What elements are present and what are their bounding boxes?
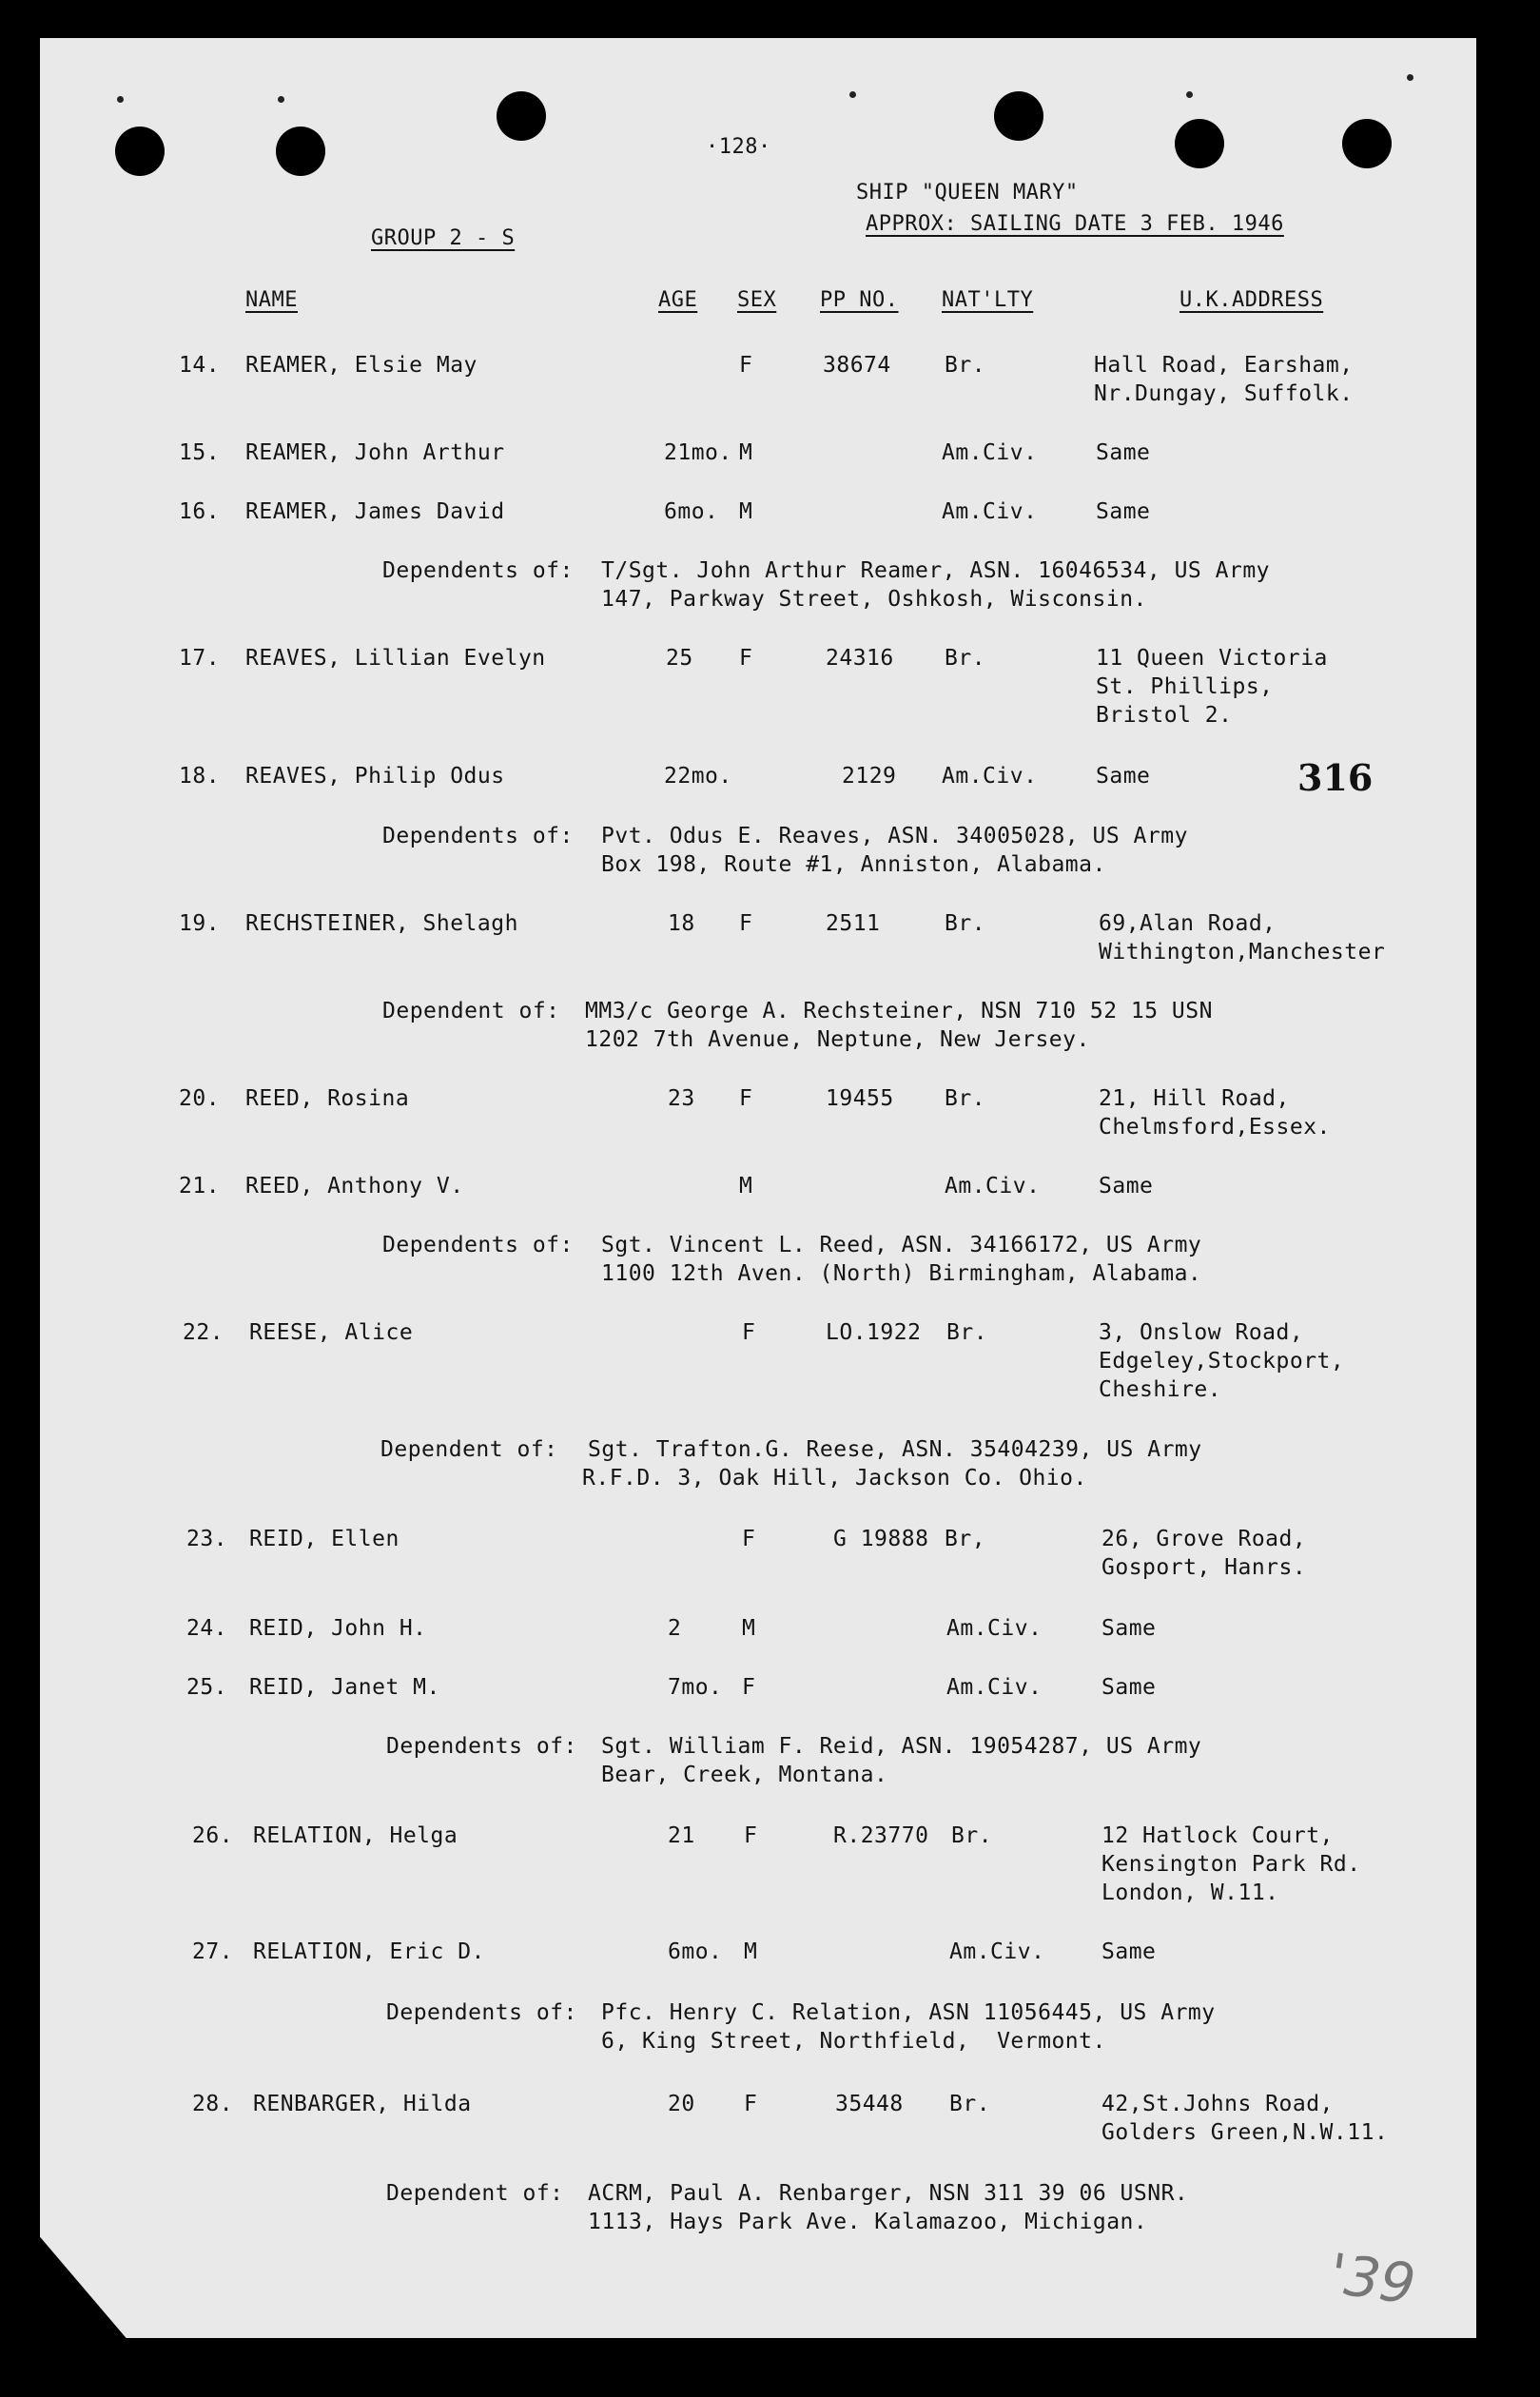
col-nationality: NAT'LTY — [942, 288, 1034, 312]
entry-address-line: Same — [1101, 1939, 1157, 1964]
entry-address-line: 11 Queen Victoria — [1096, 646, 1328, 671]
entry-address-line: Same — [1101, 1675, 1157, 1700]
entry-sex: F — [739, 1086, 753, 1111]
group-label: GROUP 2 - S — [371, 226, 516, 250]
dependents-line: 147, Parkway Street, Oshkosh, Wisconsin. — [601, 587, 1147, 612]
entry-name: REID, Janet M. — [249, 1675, 440, 1700]
entry-address-line: Chelmsford,Essex. — [1099, 1115, 1331, 1140]
entry-name: REAMER, Elsie May — [245, 353, 478, 378]
entry-name: REID, John H. — [249, 1616, 427, 1641]
col-age: AGE — [658, 288, 698, 312]
dependents-label: Dependents of: — [386, 2000, 577, 2025]
dependents-line: 1202 7th Avenue, Neptune, New Jersey. — [585, 1027, 1090, 1052]
entry-pp-no: 19455 — [826, 1086, 894, 1111]
dependents-line: ACRM, Paul A. Renbarger, NSN 311 39 06 USNR. — [588, 2181, 1189, 2206]
ship-name: SHIP "QUEEN MARY" — [856, 181, 1079, 205]
punch-hole — [497, 91, 546, 141]
entry-name: RENBARGER, Hilda — [253, 2092, 472, 2116]
entry-address-line: Golders Green,N.W.11. — [1101, 2120, 1389, 2145]
entry-nationality: Am.Civ. — [942, 440, 1038, 465]
entry-sex: M — [742, 1616, 756, 1641]
entry-sex: M — [739, 1174, 753, 1198]
col-name: NAME — [245, 288, 298, 312]
entry-age: 22mo. — [664, 764, 732, 789]
entry-age: 20 — [668, 2092, 695, 2116]
entry-sex: F — [739, 646, 753, 671]
col-pp-no: PP NO. — [820, 288, 899, 312]
col-sex: SEX — [737, 288, 777, 312]
entry-address-line: Edgeley,Stockport, — [1099, 1349, 1345, 1374]
entry-name: REED, Rosina — [245, 1086, 410, 1111]
entry-address-line: Hall Road, Earsham, — [1094, 353, 1354, 378]
entry-nationality: Am.Civ. — [946, 1675, 1043, 1700]
entry-address-line: 12 Hatlock Court, — [1101, 1823, 1334, 1848]
entry-age: 18 — [668, 911, 695, 936]
dependents-label: Dependents of: — [382, 1233, 574, 1257]
speck — [117, 96, 124, 103]
entry-address-line: Same — [1099, 1174, 1154, 1198]
entry-pp-no: 38674 — [823, 353, 891, 378]
entry-number: 18. — [179, 764, 221, 789]
entry-age: 7mo. — [668, 1675, 723, 1700]
entry-number: 14. — [179, 353, 221, 378]
entry-number: 15. — [179, 440, 221, 465]
entry-sex: F — [744, 1823, 758, 1848]
speck — [1186, 91, 1193, 98]
dependents-label: Dependent of: — [386, 2181, 564, 2206]
entry-pp-no: 2511 — [826, 911, 881, 936]
entry-sex: F — [739, 911, 753, 936]
entry-number: 19. — [179, 911, 221, 936]
entry-address-line: Nr.Dungay, Suffolk. — [1094, 381, 1354, 406]
dependents-line: 1100 12th Aven. (North) Birmingham, Alabama. — [601, 1261, 1202, 1286]
dependents-line: T/Sgt. John Arthur Reamer, ASN. 16046534, US Army — [601, 558, 1271, 583]
entry-sex: F — [742, 1527, 756, 1551]
entry-nationality: Br. — [945, 646, 986, 671]
dependents-label: Dependent of: — [380, 1437, 558, 1462]
entry-nationality: Am.Civ. — [946, 1616, 1043, 1641]
entry-nationality: Br. — [945, 1086, 986, 1111]
entry-name: RELATION, Eric D. — [253, 1939, 485, 1964]
entry-pp-no: 35448 — [835, 2092, 904, 2116]
entry-name: REAMER, James David — [245, 499, 505, 524]
dependents-label: Dependents of: — [382, 824, 574, 848]
entry-pp-no: 24316 — [826, 646, 894, 671]
entry-nationality: Br. — [945, 911, 986, 936]
entry-address-line: Kensington Park Rd. — [1101, 1852, 1361, 1877]
entry-address-line: 42,St.Johns Road, — [1101, 2092, 1334, 2116]
entry-nationality: Br. — [949, 2092, 991, 2116]
entry-age: 6mo. — [664, 499, 719, 524]
entry-number: 28. — [192, 2092, 234, 2116]
entry-number: 22. — [183, 1320, 224, 1345]
entry-sex: F — [744, 2092, 758, 2116]
entry-nationality: Br. — [945, 353, 986, 378]
punch-hole — [276, 127, 325, 176]
entry-name: RELATION, Helga — [253, 1823, 458, 1848]
dependents-line: 1113, Hays Park Ave. Kalamazoo, Michigan. — [588, 2210, 1148, 2234]
dependents-line: R.F.D. 3, Oak Hill, Jackson Co. Ohio. — [582, 1466, 1087, 1491]
entry-nationality: Br. — [951, 1823, 993, 1848]
punch-hole — [1175, 119, 1224, 168]
entry-address-line: St. Phillips, — [1096, 674, 1274, 699]
entry-address-line: 26, Grove Road, — [1101, 1527, 1307, 1551]
dependents-line: MM3/c George A. Rechsteiner, NSN 710 52 15 USN — [585, 999, 1213, 1023]
entry-address-line: Same — [1096, 440, 1151, 465]
entry-address-line: 3, Onslow Road, — [1099, 1320, 1304, 1345]
entry-address-line: Same — [1096, 764, 1151, 789]
entry-address-line: 21, Hill Road, — [1099, 1086, 1290, 1111]
dependents-line: Pfc. Henry C. Relation, ASN 11056445, US Army — [601, 2000, 1216, 2025]
entry-number: 25. — [186, 1675, 228, 1700]
entry-name: REID, Ellen — [249, 1527, 400, 1551]
entry-sex: F — [742, 1675, 756, 1700]
entry-pp-no: LO.1922 — [826, 1320, 922, 1345]
entry-pp-no: 2129 — [842, 764, 897, 789]
entry-pp-no: G 19888 — [833, 1527, 929, 1551]
entry-address-line: Withington,Manchester — [1099, 940, 1386, 965]
entry-number: 27. — [192, 1939, 234, 1964]
entry-number: 20. — [179, 1086, 221, 1111]
dependents-line: Box 198, Route #1, Anniston, Alabama. — [601, 852, 1106, 877]
dependents-label: Dependents of: — [382, 558, 574, 583]
entry-nationality: Am.Civ. — [942, 764, 1038, 789]
entry-address-line: London, W.11. — [1101, 1881, 1279, 1905]
dependents-line: Sgt. Vincent L. Reed, ASN. 34166172, US Army — [601, 1233, 1202, 1257]
dependents-label: Dependent of: — [382, 999, 560, 1023]
entry-number: 24. — [186, 1616, 228, 1641]
entry-nationality: Am.Civ. — [942, 499, 1038, 524]
entry-sex: M — [739, 499, 753, 524]
entry-address-line: Gosport, Hanrs. — [1101, 1555, 1307, 1580]
entry-age: 21 — [668, 1823, 695, 1848]
entry-name: REED, Anthony V. — [245, 1174, 464, 1198]
entry-address-line: Same — [1096, 499, 1151, 524]
entry-age: 2 — [668, 1616, 682, 1641]
page-number-top: ·128· — [706, 135, 771, 159]
entry-pp-no: R.23770 — [833, 1823, 929, 1848]
entry-age: 23 — [668, 1086, 695, 1111]
dependents-line: Pvt. Odus E. Reaves, ASN. 34005028, US Army — [601, 824, 1188, 848]
entry-number: 17. — [179, 646, 221, 671]
punch-hole — [115, 127, 165, 176]
speck — [278, 96, 284, 103]
entry-number: 26. — [192, 1823, 234, 1848]
entry-number: 23. — [186, 1527, 228, 1551]
entry-age: 6mo. — [668, 1939, 723, 1964]
sailing-date: APPROX: SAILING DATE 3 FEB. 1946 — [866, 212, 1284, 236]
entry-address-line: Same — [1101, 1616, 1157, 1641]
entry-sex: F — [742, 1320, 756, 1345]
entry-age: 25 — [666, 646, 693, 671]
speck — [849, 91, 856, 98]
entry-nationality: Am.Civ. — [945, 1174, 1041, 1198]
entry-address-line: Bristol 2. — [1096, 703, 1233, 728]
entry-nationality: Am.Civ. — [949, 1939, 1045, 1964]
col-address: U.K.ADDRESS — [1179, 288, 1324, 312]
entry-name: REAVES, Lillian Evelyn — [245, 646, 546, 671]
entry-name: REESE, Alice — [249, 1320, 414, 1345]
entry-number: 16. — [179, 499, 221, 524]
entry-address-line: Cheshire. — [1099, 1377, 1222, 1402]
dependents-line: Bear, Creek, Montana. — [601, 1763, 888, 1787]
entry-name: REAVES, Philip Odus — [245, 764, 505, 789]
entry-sex: M — [739, 440, 753, 465]
stamped-page-number: 316 — [1297, 756, 1374, 799]
dependents-label: Dependents of: — [386, 1734, 577, 1759]
speck — [1407, 74, 1413, 81]
dependents-line: Sgt. Trafton.G. Reese, ASN. 35404239, US Army — [588, 1437, 1202, 1462]
entry-address-line: 69,Alan Road, — [1099, 911, 1277, 936]
entry-sex: M — [744, 1939, 758, 1964]
dependents-line: Sgt. William F. Reid, ASN. 19054287, US Army — [601, 1734, 1202, 1759]
entry-number: 21. — [179, 1174, 221, 1198]
punch-hole — [1342, 119, 1392, 168]
handwritten-number: '39 — [1325, 2241, 1420, 2317]
entry-nationality: Br, — [945, 1527, 986, 1551]
entry-sex: F — [739, 353, 753, 378]
punch-hole — [994, 91, 1043, 141]
entry-name: REAMER, John Arthur — [245, 440, 505, 465]
entry-nationality: Br. — [946, 1320, 988, 1345]
dependents-line: 6, King Street, Northfield, Vermont. — [601, 2029, 1106, 2054]
entry-name: RECHSTEINER, Shelagh — [245, 911, 518, 936]
entry-age: 21mo. — [664, 440, 732, 465]
